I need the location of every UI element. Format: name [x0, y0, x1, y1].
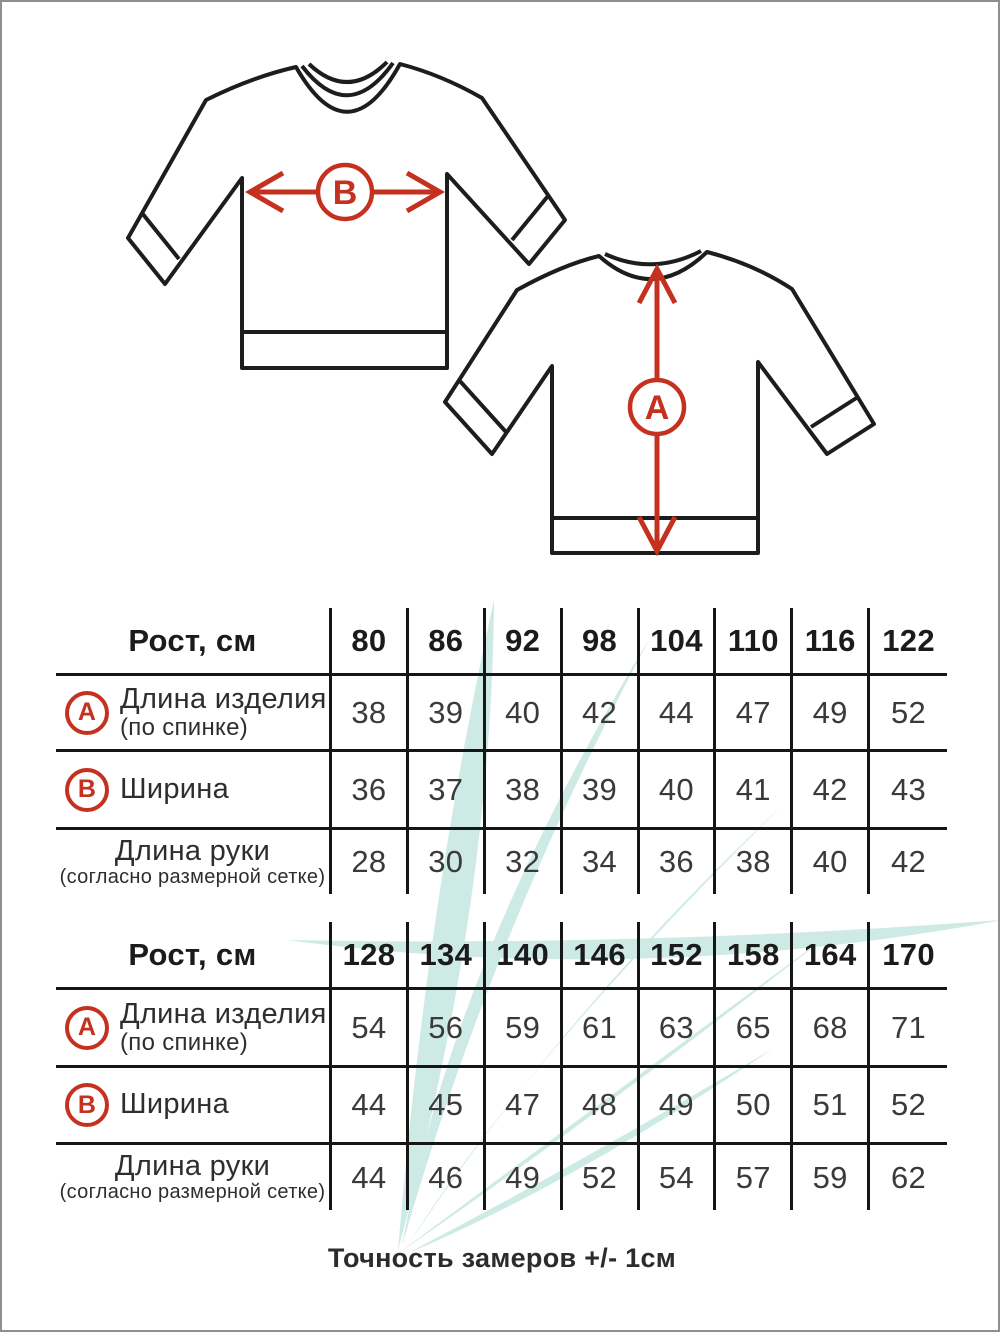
measure-title: Длина изделия — [120, 997, 327, 1030]
size-header-cell: 158 — [716, 922, 793, 990]
measure-value-cell: 45 — [409, 1068, 486, 1145]
length-measure-label: A — [644, 389, 670, 427]
size-header-cell: 104 — [640, 608, 717, 676]
measure-badge-a: A — [65, 691, 109, 735]
measure-value-cell: 44 — [332, 1145, 409, 1210]
measure-badge-b: B — [65, 768, 109, 812]
measure-subtitle: (по спинке) — [120, 1029, 249, 1057]
measure-value-cell: 39 — [563, 752, 640, 830]
measure-badge-b: B — [65, 1083, 109, 1127]
measure-value-cell: 32 — [486, 830, 563, 894]
measure-row-label — [56, 830, 332, 894]
measure-value-cell: 57 — [716, 1145, 793, 1210]
size-header-cell: 98 — [563, 608, 640, 676]
measure-title: Длина изделия — [120, 682, 327, 715]
measure-value-cell: 63 — [640, 990, 717, 1068]
measure-value-cell: 38 — [332, 676, 409, 752]
measure-value-cell: 36 — [640, 830, 717, 894]
measure-value-cell: 39 — [409, 676, 486, 752]
measure-value-cell: 49 — [640, 1068, 717, 1145]
size-table-80-122 — [56, 608, 947, 894]
height-header-label: Рост, см — [56, 608, 332, 676]
measure-value-cell: 43 — [870, 752, 947, 830]
accuracy-note: Точность замеров +/- 1см — [327, 1243, 677, 1273]
measure-title: Ширина — [120, 1088, 230, 1121]
measure-value-cell: 46 — [409, 1145, 486, 1210]
measure-subtitle: (по спинке) — [120, 714, 249, 742]
size-header-cell: 152 — [640, 922, 717, 990]
measure-value-cell: 71 — [870, 990, 947, 1068]
size-table-128-170 — [56, 922, 947, 1210]
size-header-cell: 122 — [870, 608, 947, 676]
measure-value-cell: 36 — [332, 752, 409, 830]
measure-row-label — [56, 752, 332, 830]
height-header-label: Рост, см — [56, 922, 332, 990]
measure-subtitle: (согласно размерной сетке) — [59, 865, 326, 888]
measure-value-cell: 42 — [563, 676, 640, 752]
measure-value-cell: 40 — [640, 752, 717, 830]
measure-title: Длина руки — [114, 1150, 271, 1183]
measure-value-cell: 61 — [563, 990, 640, 1068]
size-header-cell: 80 — [332, 608, 409, 676]
measure-value-cell: 54 — [332, 990, 409, 1068]
measure-value-cell: 42 — [891, 844, 927, 879]
measure-row-label — [56, 1145, 332, 1210]
measure-value-cell: 41 — [716, 752, 793, 830]
measure-value-cell: 52 — [563, 1145, 640, 1210]
measure-value-cell: 68 — [793, 990, 870, 1068]
measure-title: Ширина — [120, 772, 230, 805]
measure-value-cell: 40 — [793, 830, 870, 894]
size-header-cell: 134 — [409, 922, 486, 990]
measure-value-cell: 59 — [793, 1145, 870, 1210]
measure-value-cell: 40 — [486, 676, 563, 752]
measure-value-cell: 42 — [793, 752, 870, 830]
measure-value-cell: 44 — [640, 676, 717, 752]
size-header-cell: 164 — [793, 922, 870, 990]
measure-value-cell: 56 — [409, 990, 486, 1068]
size-header-cell: 110 — [716, 608, 793, 676]
width-measure-label: B — [332, 174, 358, 212]
measure-value-cell: 34 — [563, 830, 640, 894]
measure-value-cell: 38 — [716, 830, 793, 894]
measure-value-cell: 47 — [716, 676, 793, 752]
measure-value-cell: 37 — [409, 752, 486, 830]
size-header-cell: 92 — [486, 608, 563, 676]
measure-row-label — [56, 990, 332, 1068]
size-header-cell: 146 — [563, 922, 640, 990]
measure-value-cell: 44 — [332, 1068, 409, 1145]
measure-value-cell: 38 — [486, 752, 563, 830]
measure-subtitle: (согласно размерной сетке) — [59, 1181, 326, 1204]
measure-value-cell: 49 — [486, 1145, 563, 1210]
measure-value-cell: 30 — [409, 830, 486, 894]
measure-value-cell: 62 — [891, 1159, 927, 1195]
measure-value-cell: 47 — [486, 1068, 563, 1145]
size-header-cell: 128 — [332, 922, 409, 990]
measure-title: Длина руки — [114, 834, 271, 867]
size-header-cell: 116 — [793, 608, 870, 676]
size-header-cell: 170 — [870, 922, 947, 990]
measure-value-cell: 50 — [716, 1068, 793, 1145]
measure-value-cell: 49 — [793, 676, 870, 752]
measure-row-label — [56, 676, 332, 752]
measure-value-cell: 52 — [870, 676, 947, 752]
measure-value-cell: 52 — [870, 1068, 947, 1145]
measure-value-cell: 65 — [716, 990, 793, 1068]
measure-value-cell: 54 — [640, 1145, 717, 1210]
measure-badge-a: A — [65, 1006, 109, 1050]
size-header-cell: 140 — [486, 922, 563, 990]
measure-row-label — [56, 1068, 332, 1145]
size-header-cell: 86 — [409, 608, 486, 676]
measure-value-cell: 48 — [563, 1068, 640, 1145]
measure-value-cell: 51 — [793, 1068, 870, 1145]
measure-value-cell: 28 — [332, 830, 409, 894]
measure-value-cell: 59 — [486, 990, 563, 1068]
